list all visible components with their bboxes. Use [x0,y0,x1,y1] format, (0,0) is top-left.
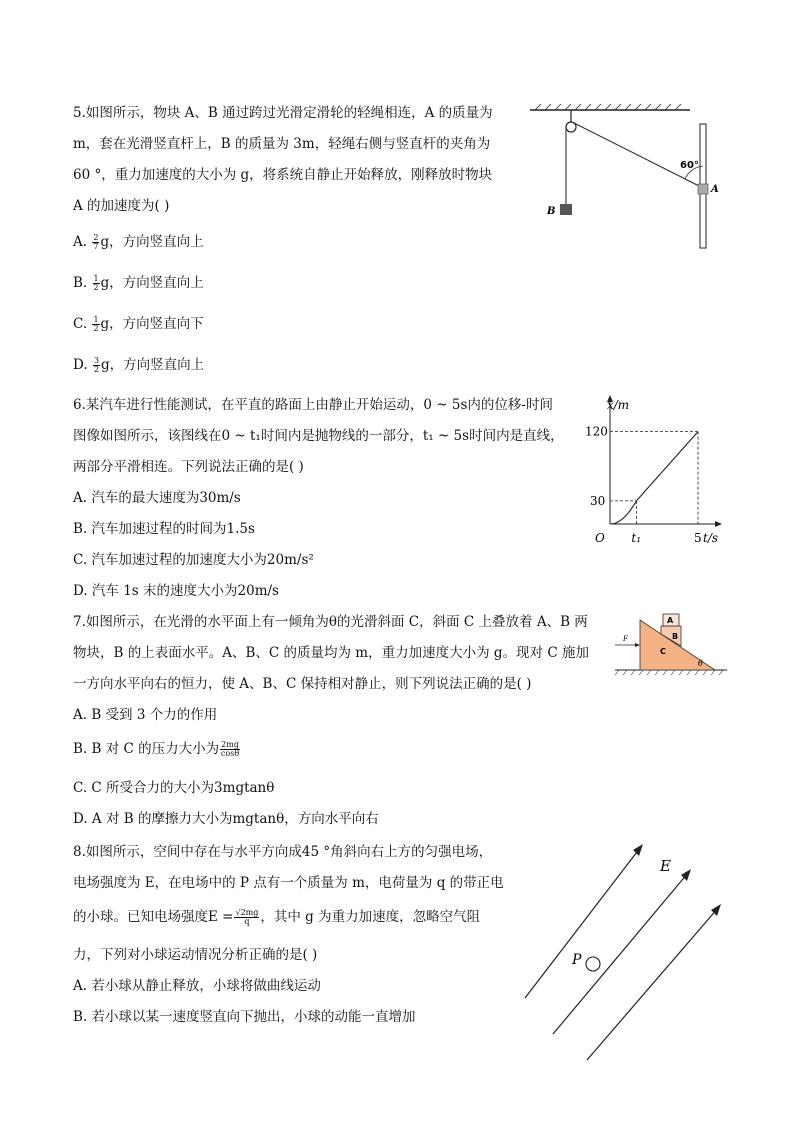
q7-option-b[interactable]: B. B 对 C 的压力大小为 $\frac{2mg}{\cos\theta}$ [73,740,240,758]
q6-option-a[interactable]: A. 汽车的最大速度为30m/s [73,490,241,506]
q5-pulley-figure [525,100,725,255]
q7-line-3: 一方向水平向右的恒力，使 A、B、C 保持相对静止，则下列说法正确的是( ) [73,676,532,692]
angle-label: 60° [680,160,699,171]
q7-option-a[interactable]: A. B 受到 3 个力的作用 [73,707,218,723]
fraction: $\frac{1}{2}$ [93,315,99,333]
q8-option-b[interactable]: B. 若小球以某一速度竖直向下抛出，小球的动能一直增加 [73,1009,416,1025]
label-a: A [667,616,674,625]
q5-option-a[interactable]: A. $\frac{2}{7}$ g，方向竖直向上 [73,233,204,251]
field-lines [525,848,718,1060]
q8-line-3: 的小球。已知电场强度E = $\frac{√2mg}{q}$ ，其中 g 为重力加速度，忽略空气阻 [73,908,481,926]
label-e: E [660,857,671,875]
fraction: $\frac{3}{2}$ [93,356,100,374]
x-tick-label: 5 [694,531,702,545]
y-tick-label: 30 [590,493,606,508]
origin-label: O [595,531,605,545]
label-a: A [711,184,719,195]
q5-line-3: 60 °，重力加速度的大小为 g，将系统自静止开始释放，刚释放时物块 [73,167,493,183]
ball-p [586,957,600,971]
label-c: C [660,647,666,656]
curve-parabola-segment [610,501,636,524]
q8-line-4: 力，下列对小球运动情况分析正确的是( ) [73,947,318,963]
q6-option-c[interactable]: C. 汽车加速过程的加速度大小为20m/s² [73,552,314,568]
q7-line-2: 物块，B 的上表面水平。A、B、C 的质量均为 m，重力加速度大小为 g。现对 C 施加 [73,645,589,661]
y-tick-label: 120 [585,424,608,439]
q6-option-b[interactable]: B. 汽车加速过程的时间为1.5s [73,521,255,537]
block-a [698,184,708,194]
label-b: B [672,632,679,641]
q7-line-1: 7.如图所示，在光滑的水平面上有一倾角为θ的光滑斜面 C，斜面 C 上叠放着 A、B 两 [73,614,588,630]
fraction: $\frac{2}{7}$ [93,233,99,251]
q6-line-3: 两部分平滑相连。下列说法正确的是( ) [73,459,304,475]
q7-incline-figure [605,608,730,678]
q5-option-c[interactable]: C. $\frac{1}{2}$ g，方向竖直向下 [73,315,204,333]
q5-option-b[interactable]: B. $\frac{1}{2}$ g，方向竖直向上 [73,274,204,292]
label-p: P [572,952,582,968]
fraction: $\frac{2mg}{\cos\theta}$ [220,740,240,758]
label-f: F [623,635,628,643]
fraction: $\frac{√2mg}{q}$ [235,908,259,926]
q6-xt-chart [585,392,725,552]
q5-line-4: A 的加速度为( ) [73,198,170,214]
q6-option-d[interactable]: D. 汽车 1s 末的速度大小为20m/s [73,583,279,599]
x-axis-arrow-icon [715,521,722,527]
label-b: B [547,206,556,217]
q6-line-1: 6.某汽车进行性能测试，在平直的路面上由静止开始运动，0 ~ 5s内的位移-时间 [73,397,553,413]
fraction: $\frac{1}{2}$ [93,274,99,292]
q5-option-d[interactable]: D. $\frac{3}{2}$ g，方向竖直向上 [73,356,205,374]
q5-line-1: 5.如图所示，物块 A、B 通过跨过光滑定滑轮的轻绳相连，A 的质量为 [73,105,493,121]
q6-line-2: 图像如图所示，该图线在0 ~ t₁时间内是抛物线的一部分，t₁ ~ 5s时间内是直线， [73,428,564,444]
q8-option-a[interactable]: A. 若小球从静止释放，小球将做曲线运动 [73,978,321,994]
x-axis-label: t/s [703,531,719,545]
x-tick-label: t₁ [631,531,642,545]
q5-line-2: m，套在光滑竖直杆上，B 的质量为 3m，轻绳右侧与竖直杆的夹角为 [73,136,491,152]
q8-field-figure [515,838,730,1068]
force-arrow-icon [635,643,640,647]
q7-option-c[interactable]: C. C 所受合力的大小为3mgtanθ [73,780,275,796]
line-straight-segment [636,432,698,501]
q8-line-1: 8.如图所示，空间中存在与水平方向成45 °角斜向右上方的匀强电场， [73,844,493,860]
block-b [560,204,572,215]
ceiling-hatch [535,104,681,110]
label-theta: θ [698,659,703,668]
q8-line-2: 电场强度为 E，在电场中的 P 点有一个质量为 m，电荷量为 q 的带正电 [73,875,504,891]
y-axis-label: x/m [607,398,630,412]
q7-option-d[interactable]: D. A 对 B 的摩擦力大小为mgtanθ，方向水平向右 [73,811,379,827]
